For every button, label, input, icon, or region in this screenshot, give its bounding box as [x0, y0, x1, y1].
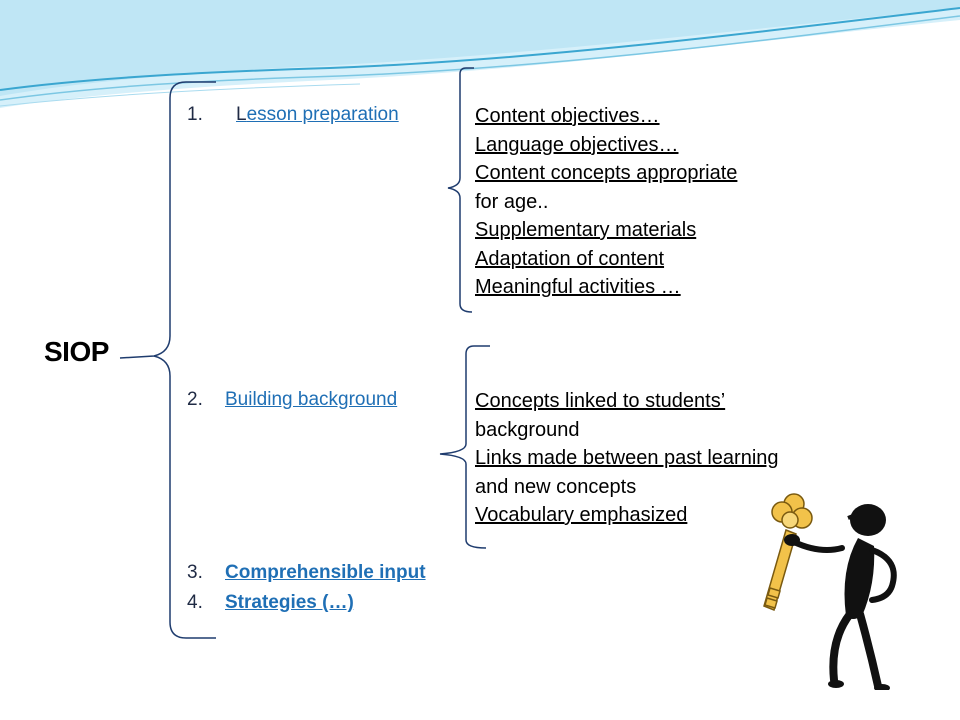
section-1-detail: for age..: [475, 191, 549, 213]
section-2-detail: and new concepts: [475, 476, 637, 498]
section-2-detail: Links made between past learning: [475, 447, 779, 469]
section-4-link[interactable]: Strategies (…): [225, 592, 354, 613]
key-icon: [764, 494, 812, 610]
siop-title: SIOP: [44, 336, 109, 367]
section-1-label: esson preparation: [246, 104, 399, 125]
section-1-number: 1.: [187, 104, 203, 125]
section-1-detail: Supplementary materials: [475, 219, 697, 241]
section-1-detail: Adaptation of content: [475, 248, 665, 270]
section-1-first-letter: L: [236, 104, 247, 125]
section-2-detail: Concepts linked to students’: [475, 390, 726, 412]
section-2-detail: background: [475, 419, 580, 441]
section-1-detail: Meaningful activities …: [475, 276, 681, 298]
section-1-detail: Content objectives…: [475, 105, 660, 127]
section-3-number: 3.: [187, 562, 203, 583]
section-1-link[interactable]: [236, 104, 399, 126]
section-4-number: 4.: [187, 592, 203, 613]
section-1-detail: Language objectives…: [475, 134, 679, 156]
section-2-link[interactable]: Building background: [225, 389, 398, 410]
section-3-link[interactable]: Comprehensible input: [225, 562, 426, 583]
key-holder-figure-icon: [750, 490, 950, 690]
section-1-detail: Content concepts appropriate: [475, 162, 738, 184]
section-2-detail: Vocabulary emphasized: [475, 504, 688, 526]
section-2-number: 2.: [187, 389, 203, 410]
